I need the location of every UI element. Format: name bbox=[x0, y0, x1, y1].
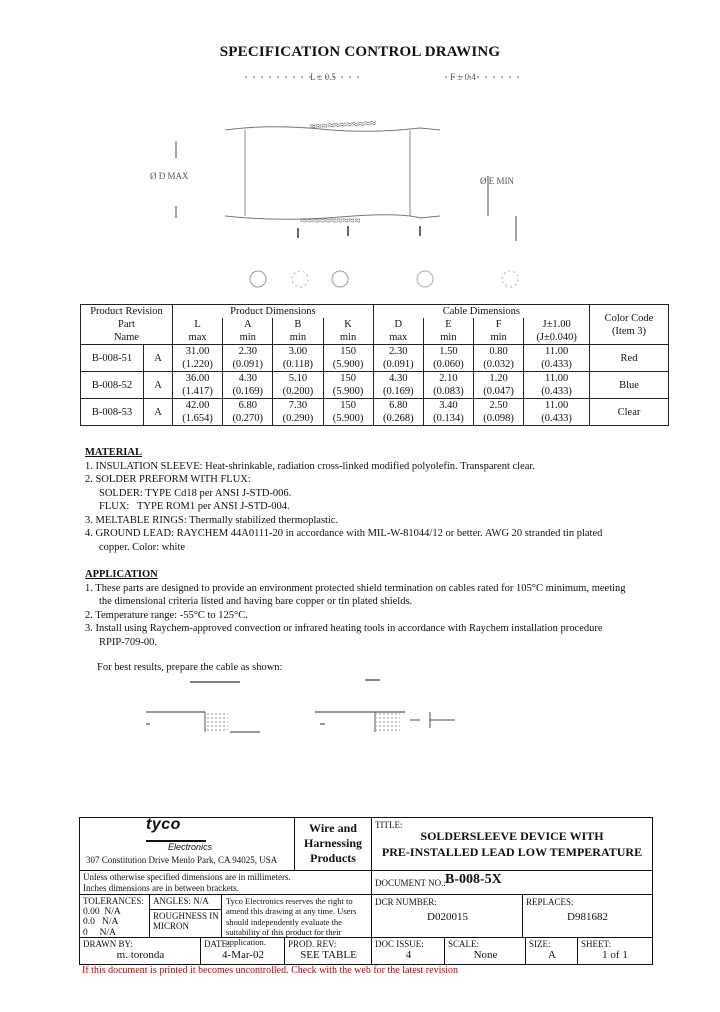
date-label: DATE: bbox=[204, 939, 230, 949]
value-cell: 2.50 (0.098) bbox=[474, 399, 524, 426]
title-cell bbox=[372, 818, 652, 871]
tolerance-value: 0.0 N/A bbox=[83, 917, 119, 927]
title-block bbox=[79, 817, 653, 965]
value-cell: 2.30 (0.091) bbox=[223, 345, 273, 372]
roughness-label: ROUGHNESS IN bbox=[153, 910, 219, 921]
col-part: Part bbox=[81, 318, 173, 331]
replaces-cell bbox=[523, 895, 652, 938]
tolerances-cell bbox=[80, 895, 150, 938]
rev-cell: A bbox=[144, 399, 173, 426]
col-d: D bbox=[373, 318, 423, 331]
drawn-by-label: DRAWN BY: bbox=[83, 939, 133, 949]
rev-cell: A bbox=[144, 372, 173, 399]
col-color-code: Color Code (Item 3) bbox=[590, 305, 669, 345]
value-cell: 11.00 (0.433) bbox=[524, 372, 590, 399]
doc-no-label: DOCUMENT NO.: bbox=[375, 878, 446, 888]
application-line: 2. Temperature range: -55°C to 125°C. bbox=[85, 609, 248, 621]
doc-no-cell bbox=[372, 871, 652, 895]
unit-l: max bbox=[173, 331, 223, 345]
unit-k: min bbox=[323, 331, 373, 345]
division-line: Wire and bbox=[309, 821, 357, 835]
col-group-cable-dimensions: Cable Dimensions bbox=[373, 305, 589, 319]
material-line: copper. Color: white bbox=[99, 541, 186, 553]
col-l: L bbox=[173, 318, 223, 331]
part-cell: B-008-52 bbox=[81, 372, 144, 399]
title-line: PRE-INSTALLED LEAD LOW TEMPERATURE bbox=[381, 845, 643, 859]
col-group-product-dimensions: Product Dimensions bbox=[173, 305, 374, 319]
value-cell: 36.00 (1.417) bbox=[173, 372, 223, 399]
tyco-logo: tyco bbox=[146, 816, 181, 833]
doc-no-value: B-008-5X bbox=[445, 872, 502, 887]
drawn-by-cell bbox=[80, 938, 201, 964]
roughness-unit: MICRON bbox=[153, 921, 190, 931]
value-cell: 31.00 (1.220) bbox=[173, 345, 223, 372]
unit-f: min bbox=[474, 331, 524, 345]
material-line: 1. INSULATION SLEEVE: Heat-shrinkable, radiation cross-linked modified polyolefin. Transparent clear. bbox=[85, 460, 535, 472]
color-cell: Red bbox=[590, 345, 669, 372]
application-line: the dimensional criteria listed and having bare copper or tin plated shields. bbox=[99, 596, 413, 607]
col-k: K bbox=[323, 318, 373, 331]
angles-label: ANGLES: N/A bbox=[153, 896, 209, 906]
unit-j: (J±0.040) bbox=[524, 331, 590, 345]
company-address: 307 Constitution Drive Menlo Park, CA 94025, USA bbox=[86, 855, 278, 865]
unit-e: min bbox=[423, 331, 473, 345]
date-value: 4-Mar-02 bbox=[222, 949, 264, 961]
drawing-label-top: L ± 0.5 bbox=[310, 72, 336, 82]
size-label: SIZE: bbox=[529, 939, 551, 949]
product-drawing bbox=[120, 66, 560, 296]
company-cell bbox=[80, 818, 295, 871]
part-cell: B-008-51 bbox=[81, 345, 144, 372]
doc-issue-label: DOC ISSUE: bbox=[375, 939, 424, 949]
unit-a: min bbox=[223, 331, 273, 345]
prod-rev-value: SEE TABLE bbox=[300, 949, 357, 961]
prod-rev-label: PROD. REV: bbox=[288, 939, 337, 949]
cable-prep-drawing bbox=[110, 672, 460, 762]
division-cell bbox=[295, 818, 372, 871]
doc-issue-cell bbox=[372, 938, 445, 964]
material-heading: MATERIAL bbox=[85, 447, 142, 458]
value-cell: 7.30 (0.290) bbox=[273, 399, 323, 426]
application-heading: APPLICATION bbox=[85, 569, 158, 580]
sheet-cell bbox=[578, 938, 652, 964]
value-cell: 5.10 (0.200) bbox=[273, 372, 323, 399]
value-cell: 6.80 (0.268) bbox=[373, 399, 423, 426]
prod-rev-cell bbox=[285, 938, 372, 964]
scale-value: None bbox=[473, 949, 498, 961]
date-cell bbox=[201, 938, 285, 964]
size-value: A bbox=[548, 949, 556, 961]
dims-note: Unless otherwise specified dimensions are in millimeters. bbox=[83, 872, 291, 882]
value-cell: 4.30 (0.169) bbox=[373, 372, 423, 399]
value-cell: 42.00 (1.654) bbox=[173, 399, 223, 426]
scale-cell bbox=[445, 938, 526, 964]
scale-label: SCALE: bbox=[448, 939, 480, 949]
value-cell: 150 (5.900) bbox=[323, 345, 373, 372]
svg-text:≈≈≈≈≈≈≈≈≈≈≈: ≈≈≈≈≈≈≈≈≈≈≈ bbox=[309, 117, 377, 133]
document-title: SPECIFICATION CONTROL DRAWING bbox=[219, 44, 501, 60]
material-line: 2. SOLDER PREFORM WITH FLUX: bbox=[85, 474, 251, 485]
division-line: Products bbox=[310, 851, 356, 865]
dcr-label: DCR NUMBER: bbox=[375, 897, 437, 907]
unit-b: min bbox=[273, 331, 323, 345]
application-best-results: For best results, prepare the cable as shown: bbox=[97, 662, 283, 673]
table-row bbox=[81, 345, 669, 372]
dcr-value: D020015 bbox=[427, 911, 468, 923]
col-group-product-revision: Product Revision bbox=[81, 305, 173, 319]
value-cell: 1.20 (0.047) bbox=[474, 372, 524, 399]
dcr-cell bbox=[372, 895, 523, 938]
material-line: 3. MELTABLE RINGS: Thermally stabilized thermoplastic. bbox=[85, 514, 339, 526]
table-row bbox=[81, 399, 669, 426]
value-cell: 6.80 (0.270) bbox=[223, 399, 273, 426]
drawing-label-e: Ø E MIN bbox=[480, 176, 514, 186]
col-e: E bbox=[423, 318, 473, 331]
unit-d: max bbox=[373, 331, 423, 345]
value-cell: 4.30 (0.169) bbox=[223, 372, 273, 399]
svg-text:≈≈≈≈≈≈≈≈≈≈: ≈≈≈≈≈≈≈≈≈≈ bbox=[300, 215, 361, 227]
application-line: RPIP-709-00. bbox=[99, 636, 158, 648]
value-cell: 150 (5.900) bbox=[323, 372, 373, 399]
size-cell bbox=[526, 938, 578, 964]
value-cell: 0.80 (0.032) bbox=[474, 345, 524, 372]
drawn-by-value: m. toronda bbox=[116, 949, 165, 961]
dims-note: Inches dimensions are in between brackets. bbox=[83, 883, 239, 893]
value-cell: 11.00 (0.433) bbox=[524, 399, 590, 426]
tyco-logo-sub: Electronics bbox=[168, 842, 213, 852]
drawing-label-right: F ± 0.4 bbox=[450, 72, 476, 82]
rev-cell: A bbox=[144, 345, 173, 372]
col-a: A bbox=[223, 318, 273, 331]
material-line: 4. GROUND LEAD: RAYCHEM 44A0111-20 in accordance with MIL-W-81044/12 or better. AWG 20 stranded tin plated bbox=[85, 528, 603, 539]
application-line: 3. Install using Raychem-approved convection or infrared heating tools in accordance with Raychem installation procedure bbox=[85, 623, 603, 634]
application-section bbox=[85, 568, 685, 675]
sheet-label: SHEET: bbox=[581, 939, 612, 949]
col-b: B bbox=[273, 318, 323, 331]
dims-note-cell bbox=[80, 871, 372, 895]
tolerance-value: 0 N/A bbox=[83, 927, 116, 938]
tolerance-value: 0.00 N/A bbox=[83, 906, 121, 917]
material-line: FLUX: TYPE ROM1 per ANSI J-STD-004. bbox=[99, 501, 290, 512]
doc-issue-value: 4 bbox=[405, 949, 412, 961]
division-line: Harnessing bbox=[303, 836, 362, 850]
color-cell: Blue bbox=[590, 372, 669, 399]
col-f: F bbox=[474, 318, 524, 331]
col-name: Name bbox=[81, 331, 173, 345]
sheet-value: 1 of 1 bbox=[602, 949, 628, 961]
col-j: J±1.00 bbox=[524, 318, 590, 331]
drawing-label-left: Ø D MAX bbox=[150, 171, 189, 181]
value-cell: 3.40 (0.134) bbox=[423, 399, 473, 426]
value-cell: 1.50 (0.060) bbox=[423, 345, 473, 372]
uncontrolled-warning: If this document is printed it becomes uncontrolled. Check with the web for the latest revision bbox=[82, 965, 459, 976]
value-cell: 2.30 (0.091) bbox=[373, 345, 423, 372]
material-line: SOLDER: TYPE Cd18 per ANSI J-STD-006. bbox=[99, 487, 292, 499]
angles-cell bbox=[150, 895, 222, 938]
title-label: TITLE: bbox=[375, 820, 403, 830]
title-line: SOLDERSLEEVE DEVICE WITH bbox=[420, 829, 604, 843]
application-line: 1. These parts are designed to provide an environment protected shield termination on cables rated for 105°C minimum, meeting bbox=[85, 582, 626, 594]
disclaimer-text: Tyco Electronics reserves the right to amend this drawing at any time. Users should independently evaluate the suitability of this product for their application. bbox=[226, 896, 357, 948]
color-cell: Clear bbox=[590, 399, 669, 426]
replaces-value: D981682 bbox=[567, 911, 608, 923]
value-cell: 11.00 (0.433) bbox=[524, 345, 590, 372]
value-cell: 2.10 (0.083) bbox=[423, 372, 473, 399]
spec-table bbox=[80, 304, 669, 426]
tolerances-label: TOLERANCES: bbox=[83, 896, 144, 906]
part-cell: B-008-53 bbox=[81, 399, 144, 426]
replaces-label: REPLACES: bbox=[526, 897, 574, 907]
value-cell: 3.00 (0.118) bbox=[273, 345, 323, 372]
table-row bbox=[81, 372, 669, 399]
value-cell: 150 (5.900) bbox=[323, 399, 373, 426]
material-section bbox=[85, 446, 685, 554]
